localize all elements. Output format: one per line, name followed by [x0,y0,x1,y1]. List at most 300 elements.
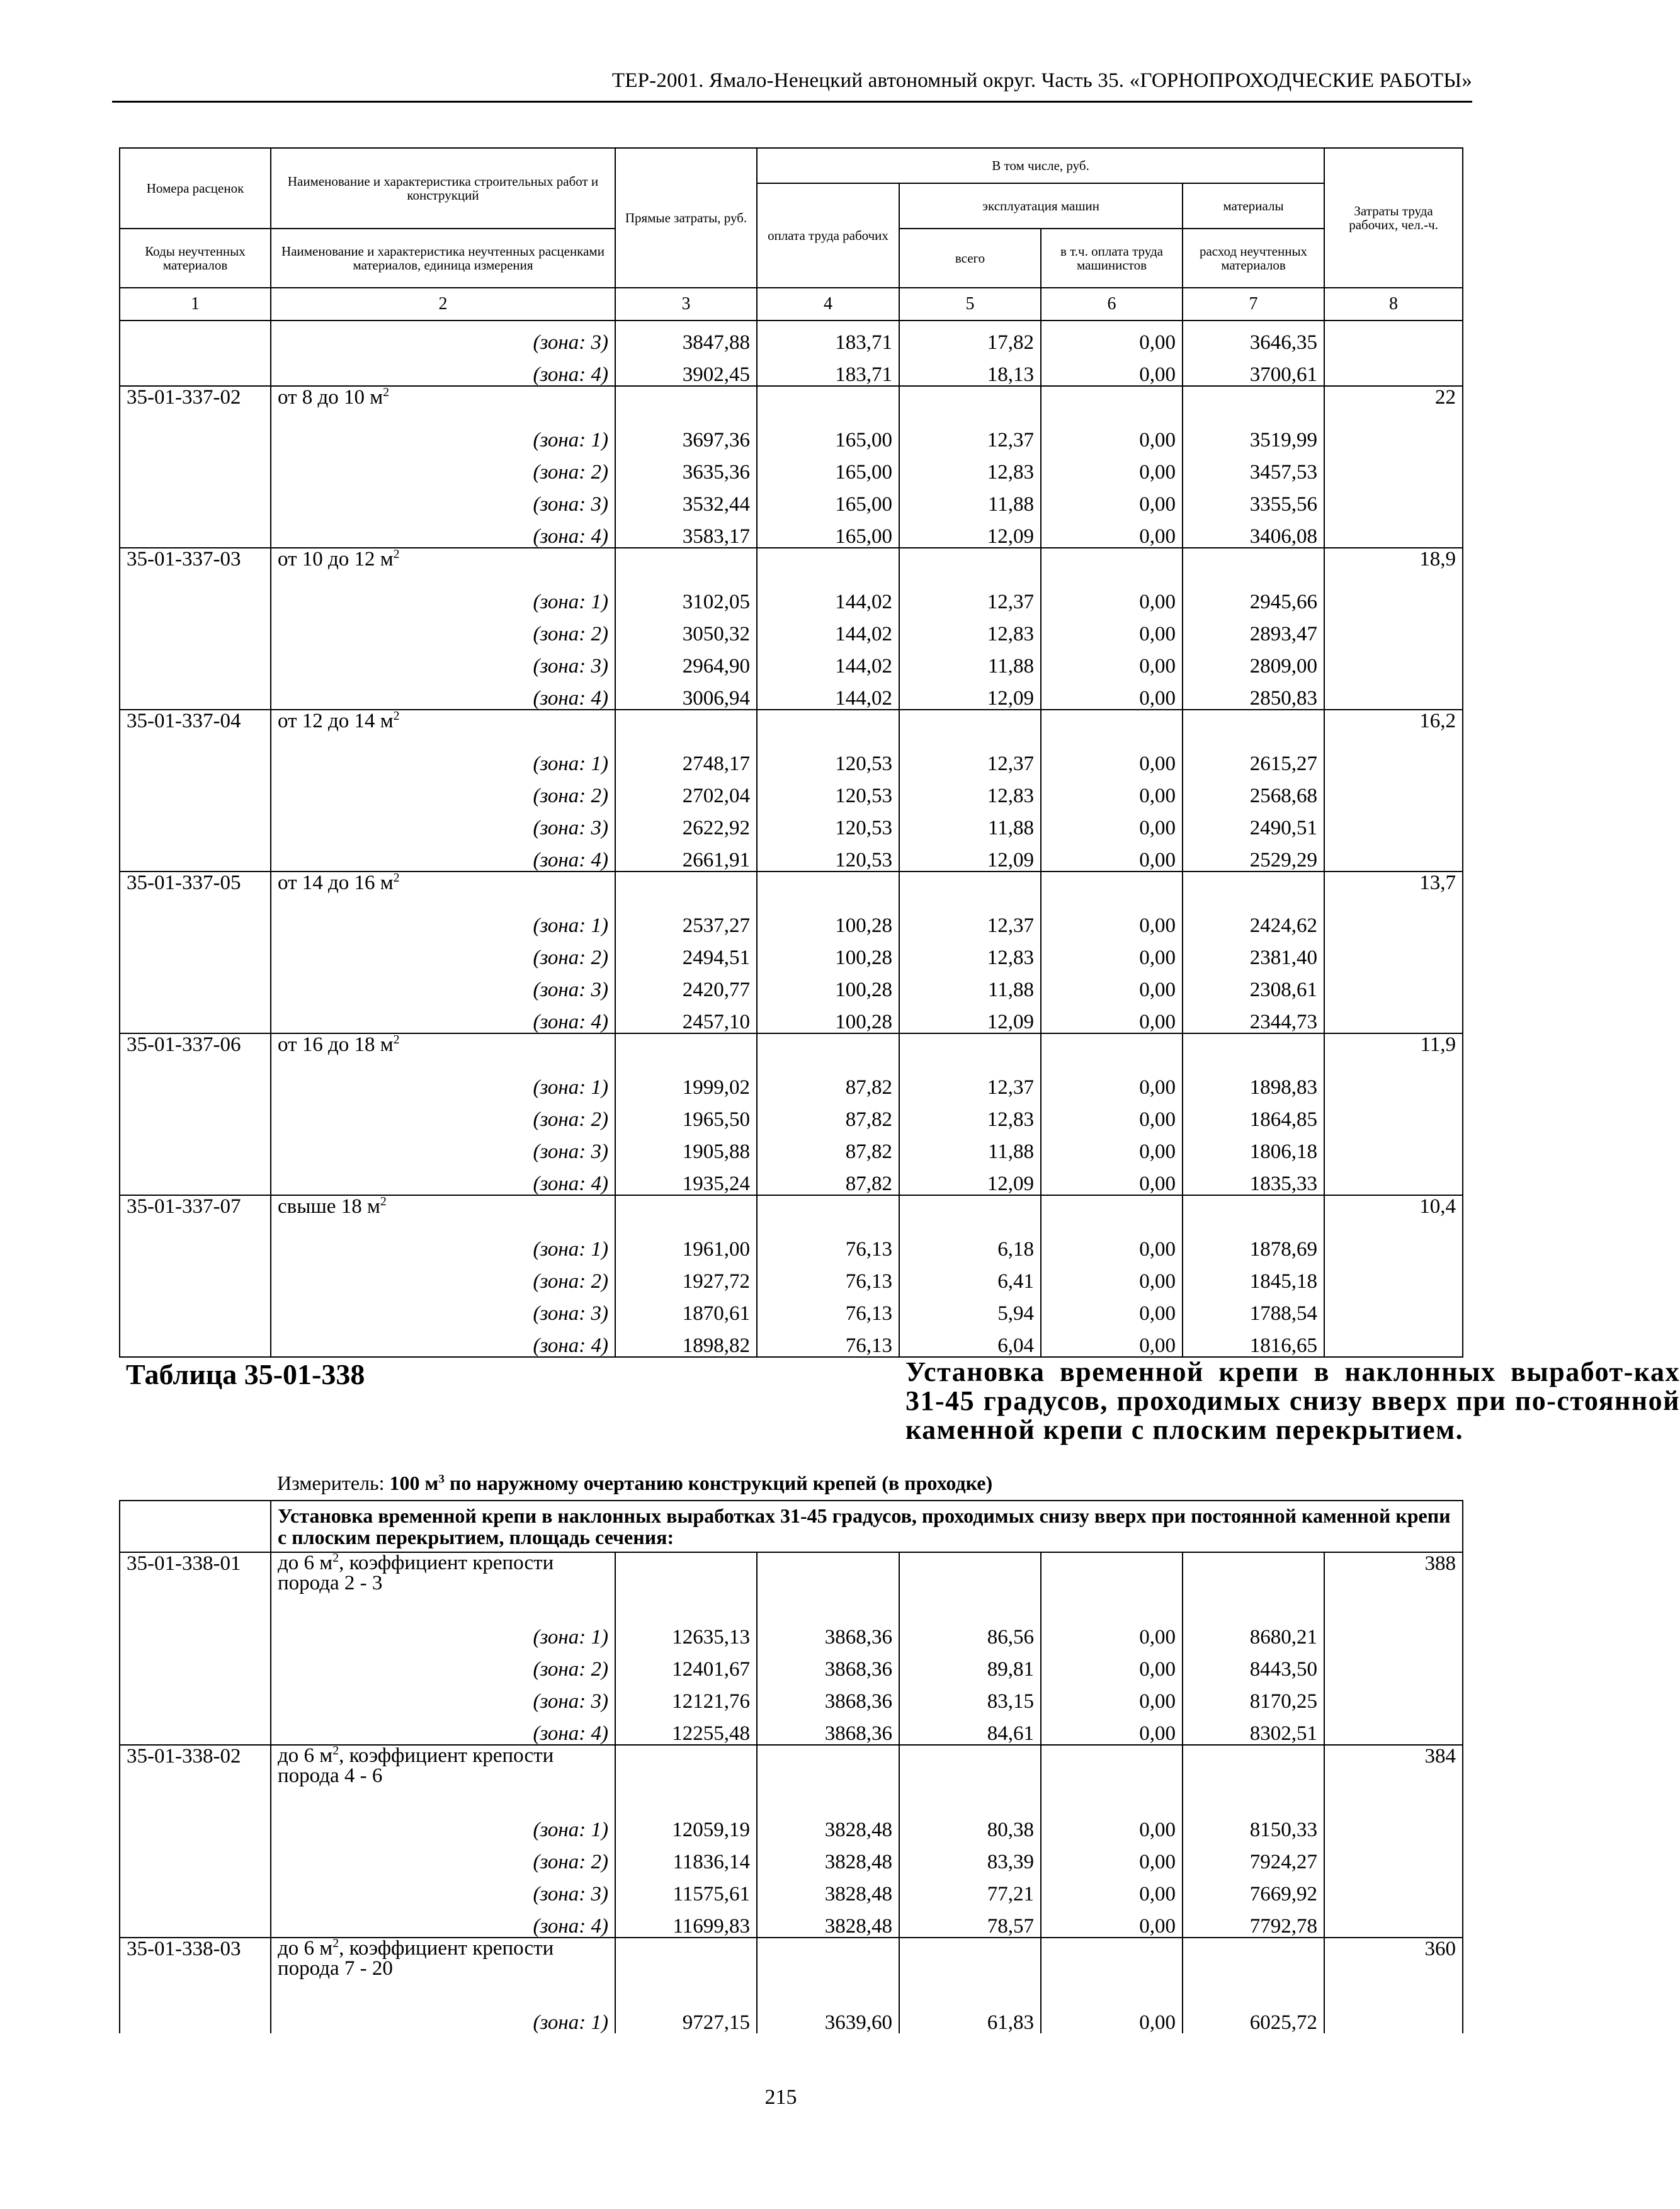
machines-total-cell: 12,09 [899,515,1041,548]
col-number: 7 [1183,288,1324,321]
direct-cost-cell: 12401,67 [615,1648,757,1680]
empty-cell [120,1648,271,1680]
machines-total-cell: 12,83 [899,613,1041,645]
empty-cell [615,548,757,581]
empty-cell [1041,710,1183,742]
direct-cost-cell: 3583,17 [615,515,757,548]
table-row [120,451,1463,483]
zone-label: (зона: 1) [271,581,615,613]
zone-label: (зона: 1) [271,419,615,451]
table-row [120,419,1463,451]
wages-cell: 76,13 [757,1260,899,1292]
machinists-wages-cell: 0,00 [1041,419,1183,451]
zone-label: (зона: 3) [271,1130,615,1162]
table-row [120,1292,1463,1324]
unit-power: 2 [393,1033,400,1047]
wages-cell: 87,82 [757,1130,899,1162]
machinists-wages-cell: 0,00 [1041,839,1183,872]
wages-cell: 87,82 [757,1098,899,1130]
empty-cell [1183,1195,1324,1228]
machinists-wages-cell: 0,00 [1041,742,1183,775]
labor-cost-cell: 388 [1324,1552,1463,1616]
machines-total-cell: 12,83 [899,451,1041,483]
labor-cost-cell: 384 [1324,1745,1463,1809]
wages-cell: 144,02 [757,613,899,645]
empty-cell [1041,386,1183,419]
machinists-wages-cell: 0,00 [1041,1841,1183,1873]
empty-cell [120,1228,271,1260]
machinists-wages-cell: 0,00 [1041,1324,1183,1357]
empty-cell [120,581,271,613]
machines-total-cell: 5,94 [899,1292,1041,1324]
col-number: 8 [1324,288,1463,321]
direct-cost-cell: 2748,17 [615,742,757,775]
machines-total-cell: 11,88 [899,483,1041,515]
machinists-wages-cell: 0,00 [1041,2001,1183,2033]
section-338-header [120,1356,1680,1552]
empty-cell [1324,353,1463,386]
empty-cell [1324,839,1463,872]
direct-cost-cell: 3006,94 [615,677,757,710]
rates-table [119,147,1680,2034]
machines-total-cell: 12,83 [899,936,1041,968]
empty-cell [757,1745,899,1809]
empty-cell [1324,1616,1463,1648]
machinists-wages-cell: 0,00 [1041,613,1183,645]
empty-cell [120,807,271,839]
table-row [120,742,1463,775]
materials-cell: 8170,25 [1183,1680,1324,1712]
machinists-wages-cell: 0,00 [1041,645,1183,677]
machinists-wages-cell: 0,00 [1041,353,1183,386]
empty-cell [120,1130,271,1162]
machinists-wages-cell: 0,00 [1041,1712,1183,1745]
zone-label: (зона: 1) [271,1616,615,1648]
zone-label: (зона: 2) [271,1648,615,1680]
direct-cost-cell: 1927,72 [615,1260,757,1292]
machines-total-cell: 6,41 [899,1260,1041,1292]
col-header-code: Номера расценок [120,148,271,229]
work-description-part: от 16 до 18 м [278,1033,394,1056]
table-row [120,904,1463,936]
empty-cell [120,936,271,968]
rate-entry-row [120,1195,1463,1228]
measure-line [271,1468,1463,1501]
empty-cell [1041,872,1183,904]
labor-cost-cell: 360 [1324,1938,1463,2001]
empty-cell [899,548,1041,581]
empty-cell [757,1195,899,1228]
wages-cell: 3868,36 [757,1648,899,1680]
table-row [120,483,1463,515]
wages-cell: 3828,48 [757,1809,899,1841]
empty-cell [899,1745,1041,1809]
machines-total-cell: 83,39 [899,1841,1041,1873]
empty-cell [1183,710,1324,742]
materials-cell: 3519,99 [1183,419,1324,451]
zone-label: (зона: 4) [271,1162,615,1195]
work-description-part: от 12 до 14 м [278,710,394,732]
empty-cell [120,483,271,515]
col-header-machines: эксплуатация машин [899,183,1183,229]
work-description [271,548,615,581]
wages-cell: 120,53 [757,742,899,775]
materials-cell: 8443,50 [1183,1648,1324,1680]
materials-cell: 2809,00 [1183,645,1324,677]
empty-cell [1183,1552,1324,1616]
empty-cell [615,1195,757,1228]
empty-cell [1324,1260,1463,1292]
table-row [120,2001,1463,2033]
rate-code: 35-01-337-04 [120,710,271,742]
empty-cell [615,1552,757,1616]
direct-cost-cell: 12635,13 [615,1616,757,1648]
direct-cost-cell: 1870,61 [615,1292,757,1324]
empty-cell [899,1195,1041,1228]
materials-cell: 3646,35 [1183,321,1324,353]
measure-unit-power: 3 [438,1472,445,1486]
materials-cell: 1864,85 [1183,1098,1324,1130]
work-description [271,872,615,904]
empty-cell [1324,1905,1463,1938]
zone-label: (зона: 1) [271,1809,615,1841]
zone-label: (зона: 1) [271,742,615,775]
empty-cell [120,1324,271,1357]
empty-cell [1324,968,1463,1001]
table-row [120,1260,1463,1292]
empty-cell [1324,1680,1463,1712]
empty-cell [1324,904,1463,936]
empty-cell [120,1066,271,1098]
empty-cell [120,968,271,1001]
empty-cell [1324,581,1463,613]
empty-cell [1324,1228,1463,1260]
empty-cell [899,1033,1041,1066]
empty-cell [1324,742,1463,775]
empty-cell [757,386,899,419]
col-header-materials-sub: расход неучтенных материалов [1183,229,1324,288]
machinists-wages-cell: 0,00 [1041,968,1183,1001]
materials-cell: 1898,83 [1183,1066,1324,1098]
wages-cell: 100,28 [757,936,899,968]
empty-cell [1041,1745,1183,1809]
machines-total-cell: 12,09 [899,1162,1041,1195]
wages-cell: 3868,36 [757,1712,899,1745]
materials-cell: 2945,66 [1183,581,1324,613]
col-header-name: Наименование и характеристика строительных работ и конструкций [271,148,615,229]
machinists-wages-cell: 0,00 [1041,321,1183,353]
work-description-part: до 6 м [278,1552,333,1574]
empty-cell [1324,807,1463,839]
empty-cell [120,419,271,451]
materials-cell: 1835,33 [1183,1162,1324,1195]
zone-label: (зона: 2) [271,613,615,645]
materials-cell: 2424,62 [1183,904,1324,936]
zone-label: (зона: 1) [271,2001,615,2033]
zone-label: (зона: 3) [271,1873,615,1905]
empty-cell [1324,2001,1463,2033]
wages-cell: 3828,48 [757,1873,899,1905]
wages-cell: 100,28 [757,968,899,1001]
wages-cell: 76,13 [757,1292,899,1324]
col-header-including: В том числе, руб. [757,148,1324,183]
machinists-wages-cell: 0,00 [1041,1616,1183,1648]
rate-entry-row [120,1552,1463,1616]
empty-cell [1324,775,1463,807]
empty-cell [615,1745,757,1809]
col-number: 3 [615,288,757,321]
empty-cell [120,2001,271,2033]
col-number: 4 [757,288,899,321]
machinists-wages-cell: 0,00 [1041,1228,1183,1260]
empty-cell [120,1841,271,1873]
materials-cell: 2344,73 [1183,1001,1324,1033]
table-row [120,807,1463,839]
zone-label: (зона: 4) [271,1324,615,1357]
materials-cell: 2308,61 [1183,968,1324,1001]
empty-cell [1324,1292,1463,1324]
direct-cost-cell: 3102,05 [615,581,757,613]
machinists-wages-cell: 0,00 [1041,677,1183,710]
empty-cell [757,1938,899,2001]
materials-cell: 6025,72 [1183,2001,1324,2033]
direct-cost-cell: 11575,61 [615,1873,757,1905]
materials-cell: 8680,21 [1183,1616,1324,1648]
machines-total-cell: 78,57 [899,1905,1041,1938]
rate-code: 35-01-338-02 [120,1745,271,1809]
machines-total-cell: 12,09 [899,839,1041,872]
empty-cell [120,353,271,386]
empty-cell [1041,548,1183,581]
unit-power: 2 [393,871,400,885]
zone-label: (зона: 1) [271,1066,615,1098]
materials-cell: 8150,33 [1183,1809,1324,1841]
labor-cost-cell: 18,9 [1324,548,1463,581]
empty-cell [1183,548,1324,581]
empty-cell [1324,483,1463,515]
work-description [271,1195,615,1228]
machinists-wages-cell: 0,00 [1041,936,1183,968]
empty-cell [1324,1162,1463,1195]
work-description-part: от 10 до 12 м [278,548,394,571]
empty-cell [1324,515,1463,548]
empty-cell [120,1162,271,1195]
direct-cost-cell: 2494,51 [615,936,757,968]
work-description-part: , коэффициент крепости порода 7 - 20 [278,1937,554,1980]
empty-cell [120,677,271,710]
table-row [120,1873,1463,1905]
empty-cell [757,1033,899,1066]
work-description-part: , коэффициент крепости порода 2 - 3 [278,1552,554,1594]
materials-cell: 1878,69 [1183,1228,1324,1260]
empty-cell [1324,1809,1463,1841]
empty-cell [1041,1938,1183,2001]
table-row [120,839,1463,872]
labor-cost-cell: 11,9 [1324,1033,1463,1066]
machinists-wages-cell: 0,00 [1041,1001,1183,1033]
work-description-part: свыше 18 м [278,1195,380,1218]
materials-cell: 2568,68 [1183,775,1324,807]
empty-cell [120,742,271,775]
rate-code: 35-01-338-03 [120,1938,271,2001]
work-description-part: от 8 до 10 м [278,386,383,409]
machines-total-cell: 12,09 [899,677,1041,710]
empty-cell [615,386,757,419]
work-description-part: до 6 м [278,1937,333,1960]
materials-cell: 2893,47 [1183,613,1324,645]
work-description [271,710,615,742]
machines-total-cell: 12,37 [899,581,1041,613]
empty-cell [899,710,1041,742]
machinists-wages-cell: 0,00 [1041,1066,1183,1098]
materials-cell: 3700,61 [1183,353,1324,386]
direct-cost-cell: 12121,76 [615,1680,757,1712]
zone-label: (зона: 3) [271,483,615,515]
col-number: 5 [899,288,1041,321]
direct-cost-cell: 9727,15 [615,2001,757,2033]
zone-label: (зона: 4) [271,839,615,872]
col-number: 2 [271,288,615,321]
rate-entry-row [120,548,1463,581]
machines-total-cell: 6,18 [899,1228,1041,1260]
work-description [271,1745,615,1809]
empty-cell [1183,1745,1324,1809]
direct-cost-cell: 3635,36 [615,451,757,483]
direct-cost-cell: 2537,27 [615,904,757,936]
table-row [120,1324,1463,1357]
table-row [120,775,1463,807]
materials-cell: 8302,51 [1183,1712,1324,1745]
work-description [271,1033,615,1066]
table-row [120,1098,1463,1130]
zone-label: (зона: 4) [271,1712,615,1745]
wages-cell: 165,00 [757,515,899,548]
empty-cell [1324,1841,1463,1873]
empty-cell [1183,1033,1324,1066]
zone-label: (зона: 4) [271,677,615,710]
wages-cell: 87,82 [757,1066,899,1098]
wages-cell: 100,28 [757,1001,899,1033]
table-row [120,1680,1463,1712]
rate-entry-row [120,1938,1463,2001]
machinists-wages-cell: 0,00 [1041,483,1183,515]
machines-total-cell: 61,83 [899,2001,1041,2033]
zone-label: (зона: 3) [271,807,615,839]
work-description-part: от 14 до 16 м [278,872,394,894]
machines-total-cell: 12,37 [899,1066,1041,1098]
materials-cell: 1816,65 [1183,1324,1324,1357]
empty-cell [1324,451,1463,483]
empty-cell [120,1809,271,1841]
rate-entry-row [120,386,1463,419]
empty-cell [899,386,1041,419]
materials-cell: 7924,27 [1183,1841,1324,1873]
labor-cost-cell: 22 [1324,386,1463,419]
table-row [120,968,1463,1001]
table-row [120,677,1463,710]
empty-cell [615,1033,757,1066]
empty-cell [1324,1066,1463,1098]
work-description [271,1938,615,2001]
zone-label: (зона: 3) [271,968,615,1001]
wages-cell: 183,71 [757,321,899,353]
machinists-wages-cell: 0,00 [1041,1680,1183,1712]
machines-total-cell: 89,81 [899,1648,1041,1680]
machinists-wages-cell: 0,00 [1041,581,1183,613]
direct-cost-cell: 3847,88 [615,321,757,353]
wages-cell: 183,71 [757,353,899,386]
table-row [120,321,1463,353]
wages-cell: 3868,36 [757,1680,899,1712]
unit-power: 2 [393,547,400,561]
direct-cost-cell: 3902,45 [615,353,757,386]
section-337-body [120,321,1463,1357]
wages-cell: 120,53 [757,839,899,872]
machines-total-cell: 84,61 [899,1712,1041,1745]
machinists-wages-cell: 0,00 [1041,904,1183,936]
rate-entry-row [120,710,1463,742]
wages-cell: 120,53 [757,807,899,839]
empty-cell [120,775,271,807]
direct-cost-cell: 11836,14 [615,1841,757,1873]
direct-cost-cell: 3532,44 [615,483,757,515]
zone-label: (зона: 3) [271,1292,615,1324]
machinists-wages-cell: 0,00 [1041,1260,1183,1292]
empty-cell [1324,645,1463,677]
empty-cell [120,1292,271,1324]
empty-cell [120,839,271,872]
direct-cost-cell: 2622,92 [615,807,757,839]
direct-cost-cell: 1965,50 [615,1098,757,1130]
unit-power: 2 [332,1744,339,1758]
group-title: Установка временной крепи в наклонных выработках 31-45 градусов, проходимых снизу вверх при постоянной каменной крепи с плоским перекрытием, площадь сечения: [271,1501,1463,1552]
table-row [120,1616,1463,1648]
zone-label: (зона: 2) [271,936,615,968]
table-row [120,1809,1463,1841]
unit-power: 2 [332,1936,339,1950]
materials-cell: 7669,92 [1183,1873,1324,1905]
zone-label: (зона: 1) [271,904,615,936]
zone-label: (зона: 3) [271,645,615,677]
machines-total-cell: 12,37 [899,742,1041,775]
empty-cell [615,872,757,904]
table-title: Установка временной крепи в наклонных выработ-ках 31-45 градусов, проходимых снизу вверх при по-стоянной каменной крепи с плоским перекрытием. [905,1356,1680,1445]
materials-cell: 1845,18 [1183,1260,1324,1292]
empty-cell [1183,1938,1324,2001]
machines-total-cell: 6,04 [899,1324,1041,1357]
machines-total-cell: 77,21 [899,1873,1041,1905]
machinists-wages-cell: 0,00 [1041,1162,1183,1195]
rate-code: 35-01-337-06 [120,1033,271,1066]
zone-label: (зона: 2) [271,1098,615,1130]
rate-code: 35-01-337-02 [120,386,271,419]
machinists-wages-cell: 0,00 [1041,807,1183,839]
labor-cost-cell: 16,2 [1324,710,1463,742]
direct-cost-cell: 1935,24 [615,1162,757,1195]
machinists-wages-cell: 0,00 [1041,1905,1183,1938]
empty-cell [1041,1195,1183,1228]
wages-cell: 76,13 [757,1324,899,1357]
wages-cell: 100,28 [757,904,899,936]
machines-total-cell: 12,83 [899,1098,1041,1130]
col-header-direct: Прямые затраты, руб. [615,148,757,288]
machines-total-cell: 83,15 [899,1680,1041,1712]
empty-cell [120,1873,271,1905]
direct-cost-cell: 2457,10 [615,1001,757,1033]
empty-cell [1324,419,1463,451]
table-row [120,1228,1463,1260]
materials-cell: 1806,18 [1183,1130,1324,1162]
